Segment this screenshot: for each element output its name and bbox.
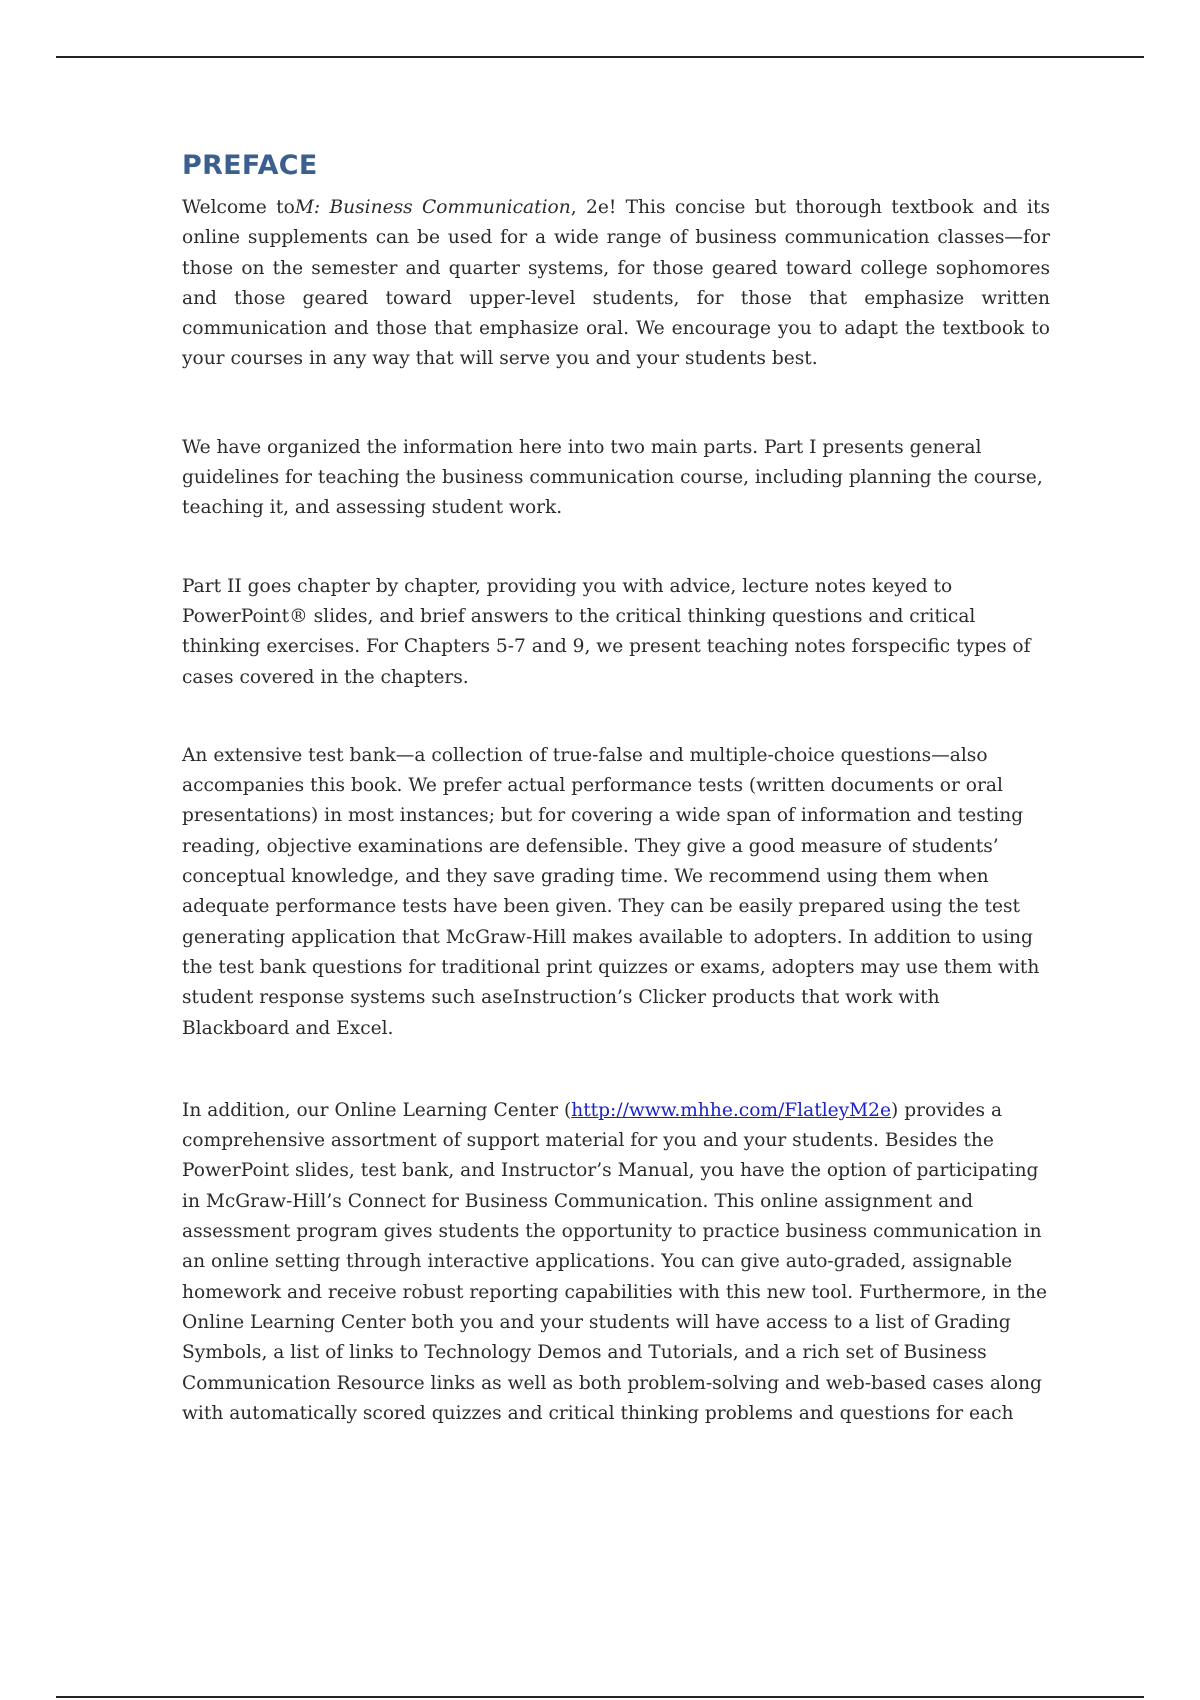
online-center-suffix: ) provides a comprehensive assortment of support material for you and your students. Besides the PowerPoint slides, test bank, and Instructor’s Manual, you have the option of participating in McGraw-Hill’s Connect for Business Communication. This online assignment and assessment program gives students the opportunity to practice business communication in an online setting through interactive applications. You can give auto-graded, assignable homework and receive robust reporting capabilities with this new tool. Furthermore, in the Online Learning Center both you and your students will have access to a list of Grading Symbols, a list of links to Technology Demos and Tutorials, and a rich set of Business Communication Resource links as well as both problem-solving and web-based cases along with automatically scored quizzes and critical thinking problems and questions for each — [182, 1099, 1048, 1424]
document-body — [182, 150, 1050, 1429]
top-horizontal-rule — [56, 56, 1144, 58]
test-bank-paragraph: An extensive test bank—a collection of true-false and multiple-choice questions—also accompanies this book. We prefer actual performance tests (written documents or oral presentations) in most instances; but for covering a wide span of information and testing reading, objective examinations are defensible. They give a good measure of students’ conceptual knowledge, and they save grading time. We recommend using them when adequate performance tests have been given. They can be easily prepared using the test generating application that McGraw-Hill makes available to adopters. In addition to using the test bank questions for traditional print quizzes or exams, adopters may use them with student response systems such aseInstruction’s Clicker products that work with Blackboard and Excel. — [182, 744, 1040, 1039]
part-two-paragraph: Part II goes chapter by chapter, providing you with advice, lecture notes keyed to PowerPoint® slides, and brief answers to the critical thinking questions and critical thinking exercises. For Chapters 5-7 and 9, we present teaching notes forspecific types of cases covered in the chapters. — [182, 575, 1031, 688]
page-title: PREFACE — [182, 150, 318, 181]
intro-paragraph — [182, 193, 1050, 375]
intro-suffix: , 2e! This concise but thorough textbook and its online supplements can be used for a wide range of business communication classes—for those on the semester and quarter systems, for those geared toward college sophomores and those geared toward upper-level students, for those that emphasize written communication and those that emphasize oral. We encourage you to adapt the textbook to your courses in any way that will serve you and your students best. — [182, 197, 1051, 370]
bottom-horizontal-rule — [56, 1696, 1144, 1698]
online-learning-center-link[interactable]: http://www.mhhe.com/FlatleyM2e — [571, 1099, 892, 1121]
online-center-paragraph — [182, 1096, 1050, 1429]
online-center-prefix: In addition, our Online Learning Center ( — [182, 1099, 572, 1121]
organization-paragraph: We have organized the information here into two main parts. Part I presents general guidelines for teaching the business communication course, including planning the course, teaching it, and assessing student work. — [182, 436, 1043, 519]
intro-prefix: Welcome to — [182, 197, 295, 218]
book-title: M: Business Communication — [294, 197, 571, 218]
